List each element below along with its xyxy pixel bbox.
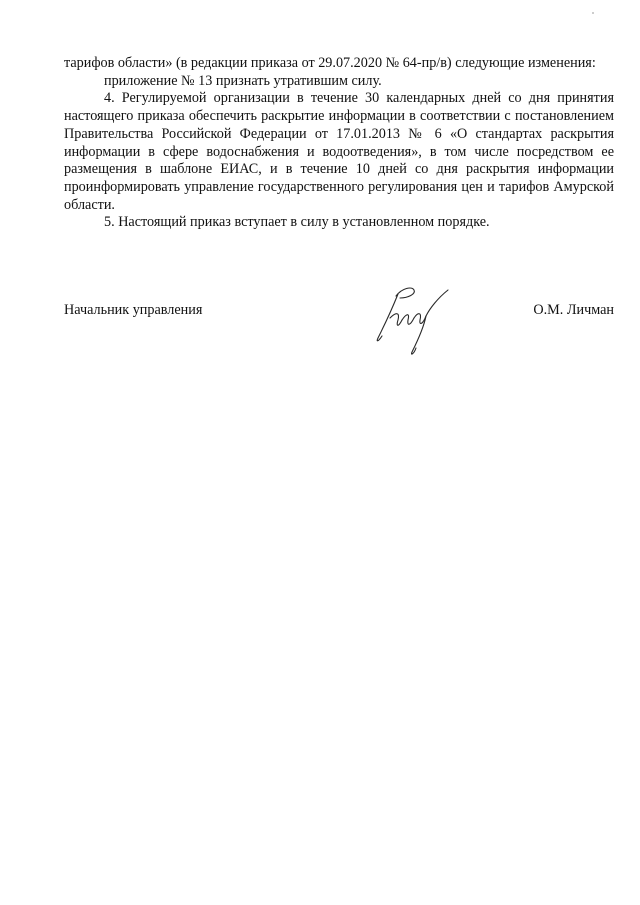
- scan-artifact: [592, 12, 594, 14]
- paragraph-appendix: приложение № 13 признать утратившим силу.: [104, 72, 382, 89]
- paragraph-item-4: 4. Регулируемой организации в течение 30 календарных дней со дня принятия настоящего приказа обеспечить раскрытие информации в соответствии с постановлением Правительства Российской Федерации от 17.01.2013 № 6 «О стандартах раскрытия информации в сфере водоснабжения и водоотведения», в том числе посредством ее размещения в шаблоне ЕИАС, и в течение 10 дней со дня раскрытия информации проинформировать управление государственного регулирования цен и тарифов Амурской области.: [64, 90, 614, 213]
- signature-block: [64, 302, 614, 322]
- paragraph-continuation: тарифов области» (в редакции приказа от 29.07.2020 № 64-пр/в) следующие изменения:: [64, 55, 596, 71]
- document-body: [64, 55, 614, 232]
- signer-name: О.М. Личман: [533, 302, 614, 318]
- paragraph-item-5: 5. Настоящий приказ вступает в силу в установленном порядке.: [104, 214, 490, 231]
- handwritten-signature: [368, 282, 468, 358]
- signer-position: Начальник управления: [64, 302, 203, 318]
